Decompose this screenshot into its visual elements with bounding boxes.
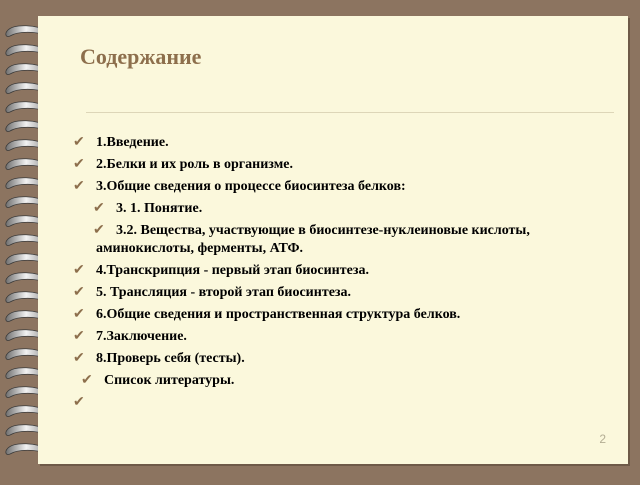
table-of-contents	[73, 134, 610, 410]
checkmark-icon: ✔	[73, 157, 85, 172]
checkmark-icon: ✔	[73, 285, 85, 300]
checkmark-icon: ✔	[73, 351, 85, 366]
toc-item-5	[73, 284, 610, 302]
toc-item-6	[73, 306, 610, 324]
checkmark-icon: ✔	[73, 329, 85, 344]
toc-item-label: 5. Трансляция - второй этап биосинтеза.	[96, 285, 352, 300]
toc-item-label: 7.Заключение.	[96, 329, 187, 344]
toc-item-bibliography	[81, 372, 610, 390]
toc-item-label: 4.Транскрипция - первый этап биосинтеза.	[96, 263, 369, 278]
toc-item-label: 3. 1. Понятие.	[116, 201, 203, 216]
toc-item-label: 8.Проверь себя (тесты).	[96, 351, 245, 366]
toc-item-8	[73, 350, 610, 368]
toc-item-4	[73, 262, 610, 280]
toc-item-7	[73, 328, 610, 346]
title-divider	[86, 112, 614, 113]
checkmark-icon: ✔	[93, 223, 105, 238]
toc-item-label: Список литературы.	[104, 373, 235, 388]
checkmark-icon: ✔	[73, 307, 85, 322]
toc-item-label: 1.Введение.	[96, 135, 169, 150]
checkmark-icon: ✔	[73, 263, 85, 278]
page-number: 2	[599, 432, 606, 446]
toc-item-label: 6.Общие сведения и пространственная структура белков.	[96, 307, 461, 322]
toc-item-1	[73, 134, 610, 152]
slide-page	[38, 16, 628, 464]
checkmark-icon: ✔	[73, 135, 85, 150]
toc-item-3	[73, 178, 610, 196]
toc-item-3-1	[90, 200, 610, 218]
checkmark-icon: ✔	[81, 373, 93, 388]
toc-item-label: 3.Общие сведения о процессе биосинтеза белков:	[96, 179, 406, 194]
checkmark-icon: ✔	[93, 201, 105, 216]
toc-item-label: 2.Белки и их роль в организме.	[96, 157, 293, 172]
toc-item-3-2	[90, 222, 610, 258]
toc-item-label: 3.2. Вещества, участвующие в биосинтезе-нуклеиновые кислоты, аминокислоты, ферменты, АТФ.	[96, 223, 530, 256]
checkmark-icon: ✔	[73, 395, 85, 410]
slide-title: Содержание	[80, 44, 202, 69]
checkmark-icon: ✔	[73, 179, 85, 194]
toc-item-2	[73, 156, 610, 174]
